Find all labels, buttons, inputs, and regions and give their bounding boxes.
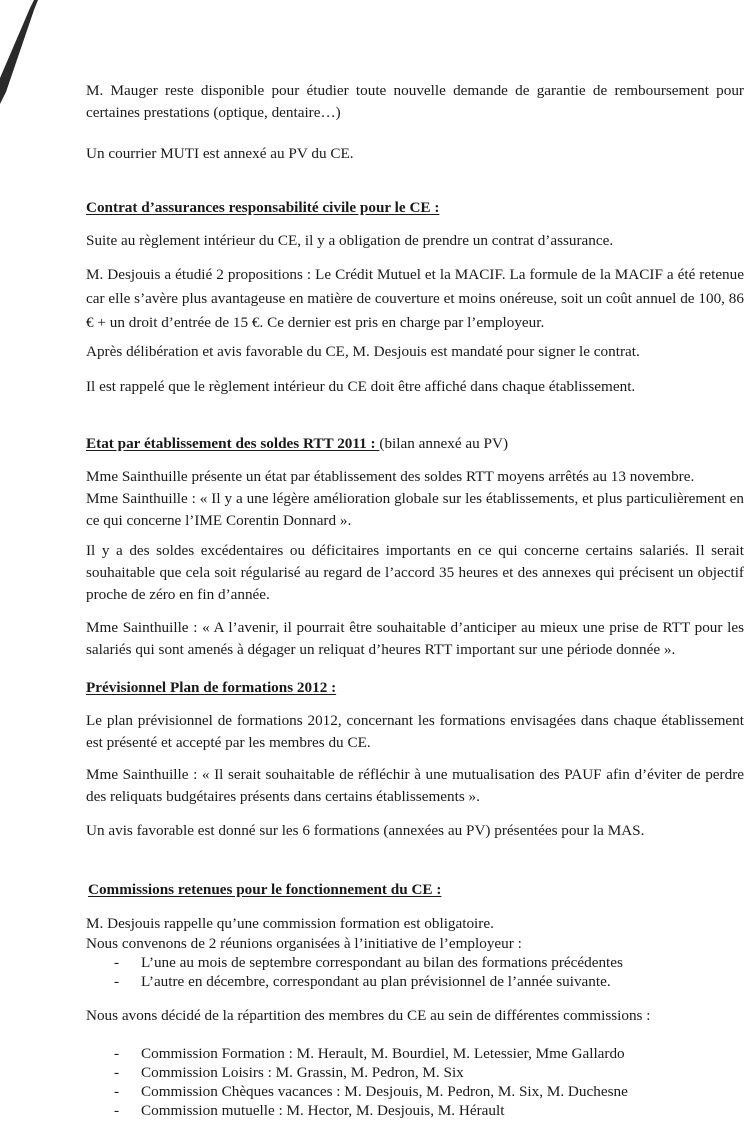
commissions-paragraph-1b: Nous convenons de 2 réunions organisées à l’initiative de l’employeur : — [86, 935, 522, 952]
section-heading-assurance: Contrat d’assurances responsabilité civile pour le CE : — [86, 199, 440, 216]
assurance-paragraph-4: Il est rappelé que le règlement intérieur du CE doit être affiché dans chaque établissement. — [86, 378, 636, 395]
formations-paragraph-3: Un avis favorable est donné sur les 6 formations (annexées au PV) présentées pour la MAS. — [86, 822, 645, 839]
list-item: - L’autre en décembre, correspondant au plan prévisionnel de l’année suivante. — [86, 972, 744, 991]
section-heading-commissions: Commissions retenues pour le fonctionnement du CE : — [88, 881, 442, 898]
scan-edge-mark — [0, 0, 60, 110]
commissions-paragraph-1a: M. Desjouis rappelle qu’une commission formation est obligatoire. — [86, 915, 494, 932]
assurance-paragraph-2: M. Desjouis a étudié 2 propositions : Le Crédit Mutuel et la MACIF. La formule de la MACIF a été retenue car elle s’avère plus avantageuse en matière de couverture et moins onéreuse, soit un coût annuel de 100, 86 € + un droit d’entrée de 15 €. Ce dernier est pris en charge par l’employeur. — [86, 266, 744, 331]
formations-paragraph-2: Mme Sainthuille : « Il serait souhaitable de réfléchir à une mutualisation des PAUF afin d’éviter de perdre des reliquats budgétaires présents dans certains établissements ». — [86, 766, 744, 805]
list-item: - L’une au mois de septembre correspondant au bilan des formations précédentes — [86, 953, 744, 972]
commissions-paragraph-2: Nous avons décidé de la répartition des membres du CE au sein de différentes commissions : — [86, 1007, 651, 1024]
rtt-paragraph-2: Il y a des soldes excédentaires ou déficitaires importants en ce qui concerne certains salariés. Il serait souhaitable que cela soit régularisé au regard de l’accord 35 heures et des annexes qui précisent un objectif proche de zéro en fin d’année. — [86, 542, 744, 603]
rtt-paragraph-1b: Mme Sainthuille : « Il y a une légère amélioration globale sur les établissements, et plus particulièrement en ce qui concerne l’IME Corentin Donnard ». — [86, 490, 744, 529]
commissions-list — [86, 1044, 744, 1120]
rtt-heading-title: Etat par établissement des soldes RTT 2011 : — [86, 435, 380, 452]
intro-note: Un courrier MUTI est annexé au PV du CE. — [86, 145, 354, 162]
list-item: - Commission mutuelle : M. Hector, M. Desjouis, M. Hérault — [86, 1101, 744, 1120]
meetings-list — [86, 953, 744, 991]
assurance-paragraph-3: Après délibération et avis favorable du CE, M. Desjouis est mandaté pour signer le contrat. — [86, 343, 640, 360]
rtt-paragraph-1a: Mme Sainthuille présente un état par établissement des soldes RTT moyens arrêtés au 13 novembre. — [86, 468, 695, 485]
section-heading-formations: Prévisionnel Plan de formations 2012 : — [86, 679, 337, 696]
list-item: - Commission Formation : M. Herault, M. Bourdiel, M. Letessier, Mme Gallardo — [86, 1044, 744, 1063]
list-item: - Commission Loisirs : M. Grassin, M. Pedron, M. Six — [86, 1063, 744, 1082]
intro-paragraph: M. Mauger reste disponible pour étudier toute nouvelle demande de garantie de remboursement pour certaines prestations (optique, dentaire…) — [86, 82, 744, 121]
rtt-paragraph-3: Mme Sainthuille : « A l’avenir, il pourrait être souhaitable d’anticiper au mieux une prise de RTT pour les salariés qui sont amenés à dégager un reliquat d’heures RTT important sur une période donnée ». — [86, 619, 744, 658]
section-heading-rtt — [86, 433, 508, 455]
assurance-paragraph-1: Suite au règlement intérieur du CE, il y a obligation de prendre un contrat d’assurance. — [86, 232, 614, 249]
rtt-heading-suffix: (bilan annexé au PV) — [379, 435, 509, 452]
list-item: - Commission Chèques vacances : M. Desjouis, M. Pedron, M. Six, M. Duchesne — [86, 1082, 744, 1101]
formations-paragraph-1: Le plan prévisionnel de formations 2012, concernant les formations envisagées dans chaque établissement est présenté et accepté par les membres du CE. — [86, 712, 744, 751]
